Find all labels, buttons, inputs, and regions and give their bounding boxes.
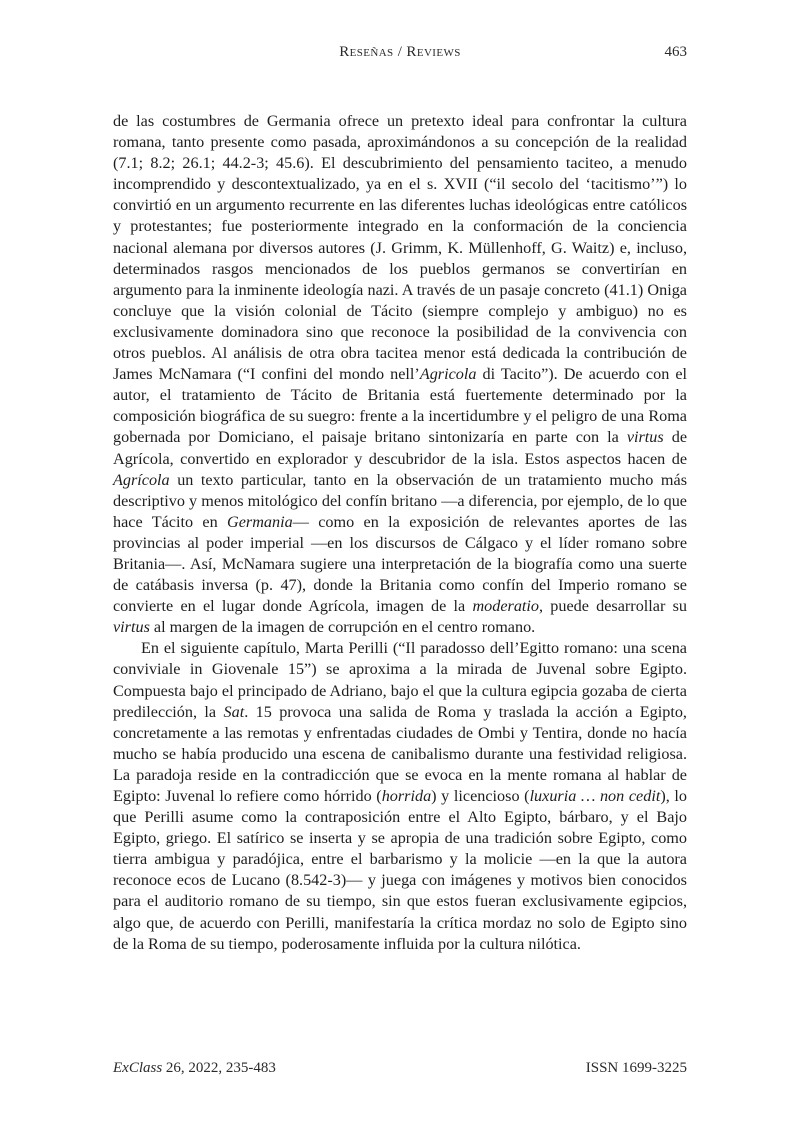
italic-text-segment: virtus: [626, 428, 664, 447]
citation-rest: 26, 2022, 235-483: [162, 1060, 276, 1076]
article-body: [113, 111, 687, 955]
footer-issn: ISSN 1699-3225: [585, 1060, 687, 1076]
text-segment: . 15 provoca una salida de Roma y traslada la acción a Egipto, concretamente a las remotas y enfrentadas ciudades de Ombi y Tentira, donde no hacía mucho se había producido una escena de canibalismo durante una festividad religiosa. La paradoja reside en la contradicción que se evoca en la mente romana al hablar de Egipto: Juvenal lo refiere como hórrido (: [113, 702, 687, 805]
text-segment: un texto particular, tanto en la observación de un tratamiento mucho más descriptivo y menos mitológico del confín britano —a diferencia, por ejemplo, de lo que hace Tácito en: [113, 470, 687, 531]
italic-text-segment: Agrícola: [113, 470, 170, 489]
text-segment: ), lo que Perilli asume como la contraposición entre el Alto Egipto, bárbaro, y el Bajo Egipto, griego. El satírico se inserta y se apropia de una tradición sobre Egipto, como tierra ambigua y paradójica, entre el barbarismo y la molicie —en la que la autora reconoce ecos de Lucano (8.542-3)— y juega con imágenes y motivos bien conocidos para el auditorio romano de su tiempo, sin que estos fueran exclusivamente egipcios, algo que, de acuerdo con Perilli, manifestaría la crítica mordaz no solo de Egipto sino de la Roma de su tiempo, poderosamente influida por la cultura nilótica.: [113, 787, 687, 953]
paragraph: [113, 111, 687, 638]
italic-text-segment: moderatio: [472, 597, 539, 616]
italic-text-segment: Agricola: [419, 365, 477, 384]
journal-name: ExClass: [113, 1060, 163, 1076]
text-segment: ) y licencioso (: [431, 787, 530, 805]
italic-text-segment: virtus: [113, 618, 150, 637]
text-segment: di Tacito”). De acuerdo con el autor, el tratamiento de Tácito de Britania está fuertemente determinado por la composición biográfica de su suegro: frente a la incertidumbre y el peligro de una Roma gobernada por Domiciano, el paisaje britano sintonizaría en parte con la: [113, 365, 688, 447]
text-segment: al margen de la imagen de corrupción en el centro romano.: [149, 618, 536, 637]
running-title: Reseñas / Reviews: [339, 44, 461, 60]
italic-text-segment: Germania: [227, 512, 293, 531]
page-footer: [113, 1060, 687, 1080]
italic-text-segment: Sat: [223, 702, 245, 721]
text-segment: , puede desarrollar su: [539, 597, 687, 616]
text-segment: — como en la exposición de relevantes aportes de las provincias al poder imperial —en los discursos de Cálgaco y el líder romano sobre Britania—. Así, McNamara sugiere una interpretación de la biografía como una suerte de catábasis inversa (p. 47), donde la Britania como confín del Imperio romano se convierte en el lugar donde Agrícola, imagen de la: [113, 512, 688, 616]
text-segment: de Agrícola, convertido en explorador y descubridor de la isla. Estos aspectos hacen de: [113, 428, 687, 468]
text-segment: En el siguiente capítulo, Marta Perilli (“Il paradosso dell’Egitto romano: una scena conviviale in Giovenale 15”) se aproxima a la mirada de Juvenal sobre Egipto. Compuesta bajo el principado de Adriano, bajo el que la cultura egipcia gozaba de cierta predilección, la: [113, 639, 687, 721]
italic-text-segment: luxuria … non cedit: [529, 787, 661, 805]
text-segment: de las costumbres de Germania ofrece un pretexto ideal para confrontar la cultura romana, tanto presente como pasada, aproximándonos a su concepción de la realidad (7.1; 8.2; 26.1; 44.2-3; 45.6). El descubrimiento del pensamiento taciteo, a menudo incomprendido y descontextualizado, ya en el s. XVII (“il secolo del ‘tacitismo’”) lo convirtió en un argumento recurrente en las diferentes luchas ideológicas entre católicos y protestantes; fue posteriormente integrado en la conformación de la conciencia nacional alemana por diversos autores (J. Grimm, K. Müllenhoff, G. Waitz) e, incluso, determinados rasgos mencionados de los pueblos germanos se convertirían en argumento para la inminente ideología nazi. A través de un pasaje concreto (41.1) Oniga concluye que la visión colonial de Tácito (siempre complejo y ambiguo) no es exclusivamente dominadora sino que reconoce la posibilidad de la convivencia con otros pueblos. Al análisis de otra obra tacitea menor está dedicada la contribución de James McNamara (“I confini del mondo nell’: [113, 112, 687, 384]
paragraph: [113, 638, 687, 954]
italic-text-segment: horrida: [381, 787, 432, 805]
footer-citation: [113, 1060, 276, 1077]
page-header: [113, 44, 687, 64]
page-number: 463: [664, 44, 687, 60]
